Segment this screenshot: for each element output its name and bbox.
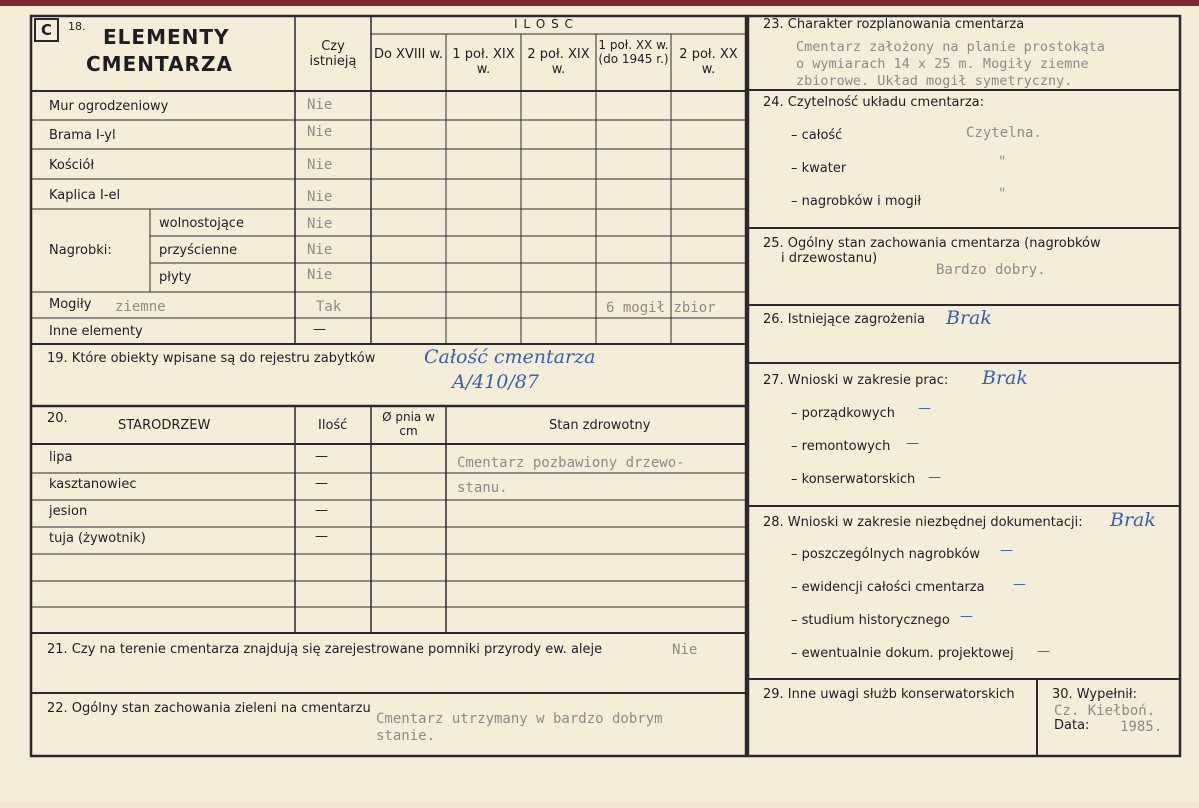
row-brama: Brama I-yl bbox=[49, 128, 116, 143]
section-24-kwater-value: " bbox=[998, 154, 1007, 170]
section-26-value: Brak bbox=[946, 307, 992, 329]
section-18-title-1: ELEMENTY bbox=[103, 25, 230, 49]
section-26-label: 26. Istniejące zagrożenia bbox=[763, 312, 925, 327]
section-23-line-2: o wymiarach 14 x 25 m. Mogiły ziemne bbox=[796, 56, 1089, 72]
section-30-data-value: 1985. bbox=[1120, 719, 1163, 735]
czy-wolnostojace-value: Nie bbox=[307, 216, 333, 232]
row-wolnostojace: wolnostojące bbox=[159, 216, 244, 231]
section-22-value-1: Cmentarz utrzymany w bardzo dobrym bbox=[376, 711, 663, 727]
section-24-nagrobkow: – nagrobków i mogił bbox=[791, 194, 922, 209]
mogily-count-value: 6 mogił zbior bbox=[606, 300, 716, 316]
section-28-dash-1: — bbox=[1000, 543, 1013, 558]
col-ilosc: Ilość bbox=[318, 418, 348, 433]
section-27-dash-2: — bbox=[906, 436, 919, 451]
section-27-konserwatorskich: – konserwatorskich bbox=[791, 472, 916, 487]
ilosc-tuja-value: — bbox=[315, 529, 328, 544]
category-box bbox=[34, 18, 59, 42]
section-22-label: 22. Ogólny stan zachowania zieleni na cmentarzu bbox=[47, 701, 371, 716]
col-pnia: Ø pnia w cm bbox=[382, 410, 435, 438]
section-28-label: 28. Wnioski w zakresie niezbędnej dokumentacji: bbox=[763, 515, 1083, 530]
row-kaplica: Kaplica I-el bbox=[49, 188, 121, 203]
section-28-dash-3: — bbox=[960, 609, 973, 624]
section-28-value: Brak bbox=[1110, 509, 1156, 531]
col-czy-istnieja: Czy istnieją bbox=[309, 39, 357, 69]
section-30-name: Cz. Kiełboń. bbox=[1054, 703, 1156, 719]
czy-kosciol-value: Nie bbox=[307, 157, 333, 173]
section-25-label-1: 25. Ogólny stan zachowania cmentarza (nagrobków bbox=[763, 236, 1101, 251]
col-2pol-xix: 2 poł. XIX w. bbox=[527, 47, 590, 77]
section-19-value-2: A/410/87 bbox=[452, 371, 539, 393]
czy-kaplica-value: Nie bbox=[307, 189, 333, 205]
section-20-title: STARODRZEW bbox=[118, 418, 211, 433]
ilosc-jesion-value: — bbox=[315, 503, 328, 518]
section-19-value-1: Całość cmentarza bbox=[424, 346, 596, 368]
section-29-label: 29. Inne uwagi służb konserwatorskich bbox=[763, 687, 1015, 702]
section-24-nagrobkow-value: " bbox=[998, 186, 1007, 202]
section-21-value: Nie bbox=[672, 642, 698, 658]
section-28-ewidencji: – ewidencji całości cmentarza bbox=[791, 580, 985, 595]
czy-plyty-value: Nie bbox=[307, 267, 333, 283]
section-27-dash-3: — bbox=[928, 470, 941, 485]
ilosc-lipa-value: — bbox=[315, 449, 328, 464]
section-30-label: 30. Wypełnił: bbox=[1052, 687, 1137, 702]
czy-brama-value: Nie bbox=[307, 124, 333, 140]
tree-tuja: tuja (żywotnik) bbox=[49, 531, 146, 546]
section-30-data-label: Data: bbox=[1054, 718, 1090, 733]
col-ilosc-header: I L O Ś C bbox=[514, 17, 574, 31]
section-27-dash-1: — bbox=[918, 401, 931, 416]
section-24-label: 24. Czytelność układu cmentarza: bbox=[763, 95, 985, 110]
col-2pol-xx: 2 poł. XX w. bbox=[679, 47, 738, 77]
row-nagrobki: Nagrobki: bbox=[49, 243, 112, 258]
section-27-value: Brak bbox=[982, 367, 1028, 389]
section-20-number: 20. bbox=[47, 411, 68, 426]
section-18-number: 18. bbox=[68, 20, 86, 33]
row-inne-elementy: Inne elementy bbox=[49, 324, 143, 339]
ilosc-kasztanowiec-value: — bbox=[315, 476, 328, 491]
section-27-label: 27. Wnioski w zakresie prac: bbox=[763, 373, 949, 388]
stan-zdrowotny-line-1: Cmentarz pozbawiony drzewo- bbox=[457, 455, 685, 471]
section-28-nagrobkow: – poszczególnych nagrobków bbox=[791, 547, 981, 562]
czy-mogily-value: Tak bbox=[316, 299, 342, 315]
row-plyty: płyty bbox=[159, 270, 192, 285]
section-24-calosc-value: Czytelna. bbox=[966, 125, 1042, 141]
col-stan-zdrowotny: Stan zdrowotny bbox=[549, 418, 651, 433]
section-28-dash-2: — bbox=[1013, 577, 1026, 592]
section-23-label: 23. Charakter rozplanowania cmentarza bbox=[763, 17, 1025, 32]
row-mogily: Mogiły bbox=[49, 297, 92, 312]
czy-przyscienne-value: Nie bbox=[307, 242, 333, 258]
row-przyscienne: przyścienne bbox=[159, 243, 238, 258]
tree-lipa: lipa bbox=[49, 450, 73, 465]
section-25-label-2: i drzewostanu) bbox=[781, 251, 878, 266]
section-28-studium: – studium historycznego bbox=[791, 613, 950, 628]
section-27-remontowych: – remontowych bbox=[791, 439, 891, 454]
mogily-type-value: ziemne bbox=[115, 299, 166, 315]
czy-inne-value: — bbox=[313, 322, 326, 337]
section-24-kwater: – kwater bbox=[791, 161, 847, 176]
col-do-xviii: Do XVIII w. bbox=[373, 47, 444, 62]
section-25-value: Bardzo dobry. bbox=[936, 262, 1046, 278]
section-28-projektowej: – ewentualnie dokum. projektowej bbox=[791, 646, 1014, 661]
section-23-line-3: zbiorowe. Układ mogił symetryczny. bbox=[796, 74, 1073, 88]
section-27-porzadkowych: – porządkowych bbox=[791, 406, 895, 421]
section-28-dash-4: — bbox=[1037, 644, 1050, 659]
col-1pol-xx: 1 poł. XX w. (do 1945 r.) bbox=[598, 38, 669, 66]
row-mur: Mur ogrodzeniowy bbox=[49, 99, 169, 114]
tree-jesion: jesion bbox=[49, 504, 88, 519]
section-22-value-2: stanie. bbox=[376, 728, 436, 744]
section-18-title-2: CMENTARZA bbox=[86, 52, 233, 76]
col-1pol-xix: 1 poł. XIX w. bbox=[452, 47, 515, 77]
section-19-label: 19. Które obiekty wpisane są do rejestru zabytków bbox=[47, 351, 376, 366]
section-21-label: 21. Czy na terenie cmentarza znajdują się zarejestrowane pomniki przyrody ew. aleje bbox=[47, 642, 603, 657]
czy-mur-value: Nie bbox=[307, 97, 333, 113]
row-kosciol: Kościół bbox=[49, 158, 95, 173]
section-24-calosc: – całość bbox=[791, 128, 843, 143]
category-letter: C bbox=[41, 21, 53, 39]
stan-zdrowotny-line-2: stanu. bbox=[457, 480, 508, 496]
tree-kasztanowiec: kasztanowiec bbox=[49, 477, 137, 492]
section-23-line-1: Cmentarz założony na planie prostokąta bbox=[796, 39, 1105, 55]
